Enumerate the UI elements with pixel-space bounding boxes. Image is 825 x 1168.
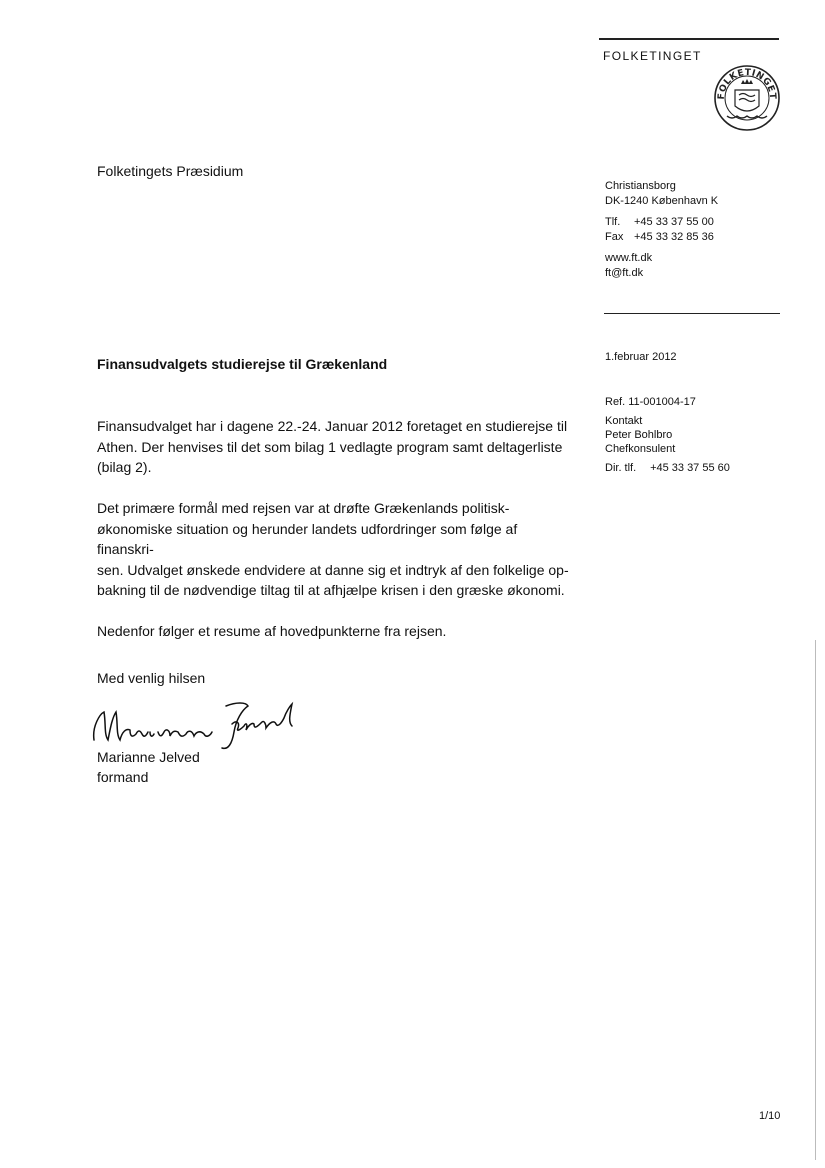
organization-name: FOLKETINGET (603, 49, 702, 63)
sender-address-block (605, 179, 718, 281)
closing-greeting: Med venlig hilsen (97, 670, 206, 686)
contact-name: Peter Bohlbro (605, 429, 673, 441)
address-line: DK-1240 København K (605, 195, 719, 207)
svg-text:FOLKETINGET: FOLKETINGET (716, 67, 778, 100)
header-rule (599, 38, 779, 40)
scan-edge-line (815, 640, 816, 1160)
folketinget-seal-icon (713, 64, 781, 132)
reference-block (605, 395, 730, 475)
contact-label: Kontakt (605, 415, 643, 427)
phone-label: Tlf. (605, 216, 621, 228)
body-paragraph: Finansudvalget har i dagene 22.-24. Januar 2012 foretaget en studierejse til Athen. Der henvises til det som bilag 1 vedlagte program samt deltagerliste (bilag 2). (97, 418, 568, 475)
email: ft@ft.dk (605, 267, 644, 279)
letter-date: 1.februar 2012 (605, 351, 677, 363)
signature-text: Marianne Jelved (86, 696, 94, 697)
address-line: Christiansborg (605, 180, 676, 192)
website: www.ft.dk (605, 252, 653, 264)
direct-phone-line (605, 461, 730, 475)
reference-number: Ref. 11-001004-17 (605, 396, 696, 408)
letter-subject: Finansudvalgets studierejse til Grækenland (97, 356, 388, 372)
body-paragraph: Det primære formål med rejsen var at drøfte Grækenlands politisk- økonomiske situation og herunder landets udfordringer som følge af finanskri- sen. Udvalget ønskede endvidere at danne sig et indtryk af den folkelige op- bakning til de nødvendige tiltag til at afhjælpe krisen i den græske økonomi. (97, 500, 569, 598)
direct-phone-number: +45 33 37 55 60 (650, 462, 730, 474)
fax-number: +45 33 32 85 36 (634, 231, 714, 243)
page-number: 1/10 (759, 1110, 781, 1122)
body-paragraph: Nedenfor følger et resume af hovedpunkterne fra rejsen. (97, 623, 447, 639)
handwritten-signature (86, 696, 306, 754)
recipient: Folketingets Præsidium (97, 163, 244, 179)
direct-phone-label: Dir. tlf. (605, 462, 637, 474)
fax-label: Fax (605, 231, 624, 243)
phone-line (605, 215, 718, 230)
signer-title: formand (97, 769, 149, 785)
fax-line (605, 230, 718, 245)
signer-block (97, 747, 200, 787)
letter-body (97, 416, 577, 662)
contact-title: Chefkonsulent (605, 443, 676, 455)
phone-number: +45 33 37 55 00 (634, 216, 714, 228)
signer-name: Marianne Jelved (97, 749, 200, 765)
sidebar-rule (604, 313, 780, 314)
